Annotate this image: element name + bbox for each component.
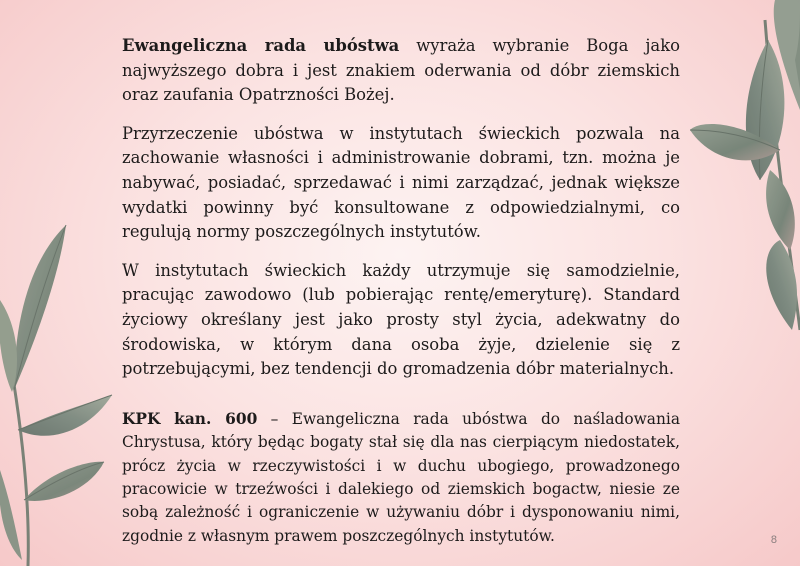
left-leaf-branch [0, 225, 112, 566]
paragraph-self-support [122, 259, 680, 382]
paragraph-text: Przyrzeczenie ubóstwa w instytutach świeckich pozwala na zachowanie własności i administrowanie dobrami, tzn. można je nabywać, posiadać, sprzedawać i nimi zarządzać, jednak większe wydatki powinny być konsultowane z odpowiedzialnymi, co regulują normy poszczególnych instytutów. [122, 123, 680, 242]
page-number: 8 [770, 534, 777, 546]
paragraph-lead: Ewangeliczna rada ubóstwa [122, 36, 400, 55]
right-leaf-branch [690, 0, 800, 330]
paragraph-promise [122, 122, 680, 245]
paragraph-text: W instytutach świeckich każdy utrzymuje się samodzielnie, pracując zawodowo (lub pobierając rentę/emeryturę). Standard życiowy określany jest jako prosty styl życia, adekwatny do środowiska, w którym dana osoba żyje, dzielenie się z potrzebującymi, bez tendencji do gromadzenia dóbr materialnych. [122, 260, 680, 379]
paragraph-definition [122, 34, 680, 108]
document-body [122, 34, 680, 562]
kpk-lead: KPK kan. 600 [122, 409, 258, 428]
kpk-text: – Ewangeliczna rada ubóstwa do naśladowania Chrystusa, który będąc bogaty stał się dla nas cierpiącym niedostatek, prócz życia w rzeczywistości i w duchu ubogiego, prowadzonego pracowicie w trzeźwości i dalekiego od ziemskich bogactw, niesie ze sobą zależność i ograniczenie w używaniu dóbr i dysponowaniu nimi, zgodnie z własnym prawem poszczególnych instytutów. [122, 409, 680, 545]
paragraph-text: wyraża wybranie Boga jako najwyższego dobra i jest znakiem oderwania od dóbr ziemskich oraz zaufania Opatrzności Bożej. [122, 36, 680, 105]
paragraph-kpk-canon [122, 408, 680, 548]
